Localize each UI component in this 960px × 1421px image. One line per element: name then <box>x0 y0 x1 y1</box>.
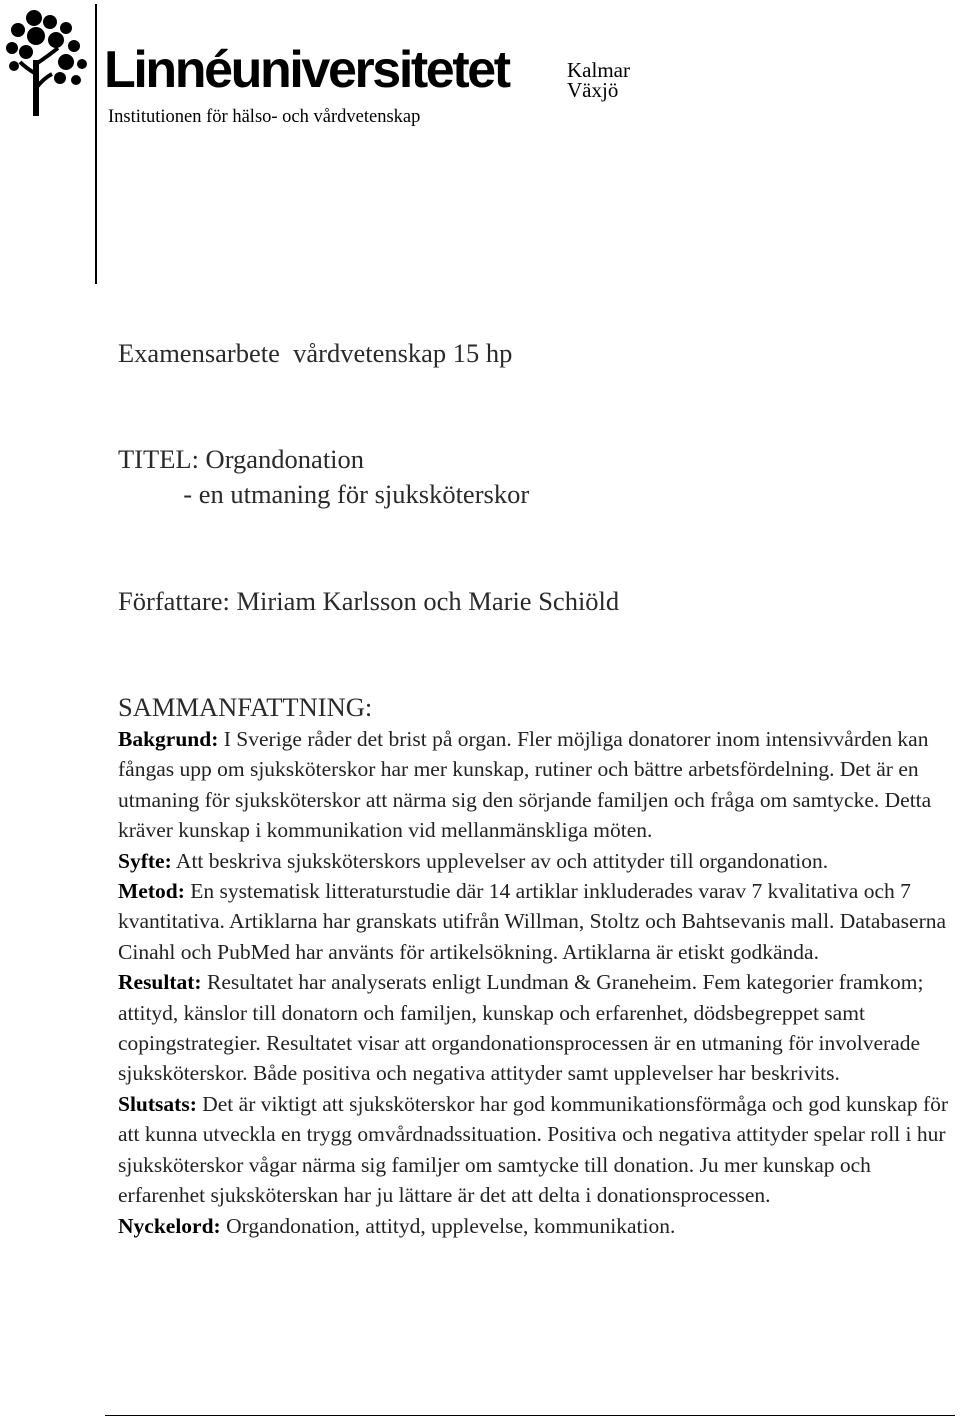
results-text: Resultatet har analyserats enligt Lundman & Graneheim. Fem kategorier framkom; attityd, känslor till donatorn och familjen, kunskap och erfarenhet, dödsbegreppet samt copingstrategier. Resultatet visar att organdonationsprocessen är en utmaning för involverade sjuksköterskor. Både positiva och negativa attityder samt upplevelser har beskrivits. <box>118 970 924 1086</box>
university-wordmark: Linnéuniversitetet <box>104 41 509 99</box>
section-background <box>118 724 953 846</box>
conclusion-text: Det är viktigt att sjuksköterskor har god kommunikationsförmåga och god kunskap för att kunna utveckla en trygg omvårdnadssituation. Positiva och negativa attityder spelar roll i hur sjuksköterskor vågar närma sig familjer om samtycke till donation. Ju mer kunskap och erfarenhet sjuksköterskan har ju lättare är det att delta i donationsprocessen. <box>118 1091 949 1208</box>
course-heading: Examensarbete vårdvetenskap 15 hp <box>118 338 513 368</box>
section-results <box>118 967 953 1089</box>
campus-vaxjo: Växjö <box>567 78 619 102</box>
conclusion-label: Slutsats: <box>118 1091 197 1116</box>
background-label: Bakgrund: <box>118 727 219 751</box>
section-conclusion <box>118 1089 953 1211</box>
results-label: Resultat: <box>118 970 202 995</box>
header-divider <box>95 4 97 284</box>
keywords-label: Nyckelord: <box>118 1213 221 1238</box>
title-line-1: TITEL: Organdonation <box>118 444 365 474</box>
background-text: I Sverige råder det brist på organ. Fler möjliga donatorer inom intensivvården kan fångas upp om sjuksköterskor har mer kunskap, rutiner och bättre arbetsfördelning. Det är en utmaning för sjuksköterskor att närma sig den sörjande familjen och fråga om samtycke. Detta kräver kunskap i kommunikation vid mellanmänskliga möten. <box>118 727 932 843</box>
summary-heading: SAMMANFATTNING: <box>118 692 373 722</box>
keywords-text: Organdonation, attityd, upplevelse, kommunikation. <box>220 1213 676 1238</box>
section-keywords <box>118 1211 953 1241</box>
section-aim <box>118 846 953 876</box>
method-text: En systematisk litteraturstudie där 14 artiklar inkluderades varav 7 kvalitativa och 7 kvantitativa. Artiklarna har granskats utifrån Willman, Stoltz och Bahtsevanis mall. Databaserna Cinahl och PubMed har använts för artikelsökning. Artiklarna är etiskt godkända. <box>118 879 947 964</box>
aim-label: Syfte: <box>118 848 172 873</box>
institution-name: Institutionen för hälso- och vårdvetenskap <box>108 107 421 127</box>
campus-kalmar: Kalmar <box>567 58 630 82</box>
aim-text: Att beskriva sjuksköterskors upplevelser av och attityder till organdonation. <box>171 848 829 873</box>
footer-rule <box>105 1415 955 1416</box>
university-logo-tree-icon <box>4 8 90 116</box>
title-line-2: - en utmaning för sjuksköterskor <box>170 479 530 509</box>
method-label: Metod: <box>118 879 185 904</box>
authors-line: Författare: Miriam Karlsson och Marie Schiöld <box>118 586 620 616</box>
summary-body <box>118 724 953 1241</box>
section-method <box>118 876 953 967</box>
campus-names <box>567 60 630 100</box>
